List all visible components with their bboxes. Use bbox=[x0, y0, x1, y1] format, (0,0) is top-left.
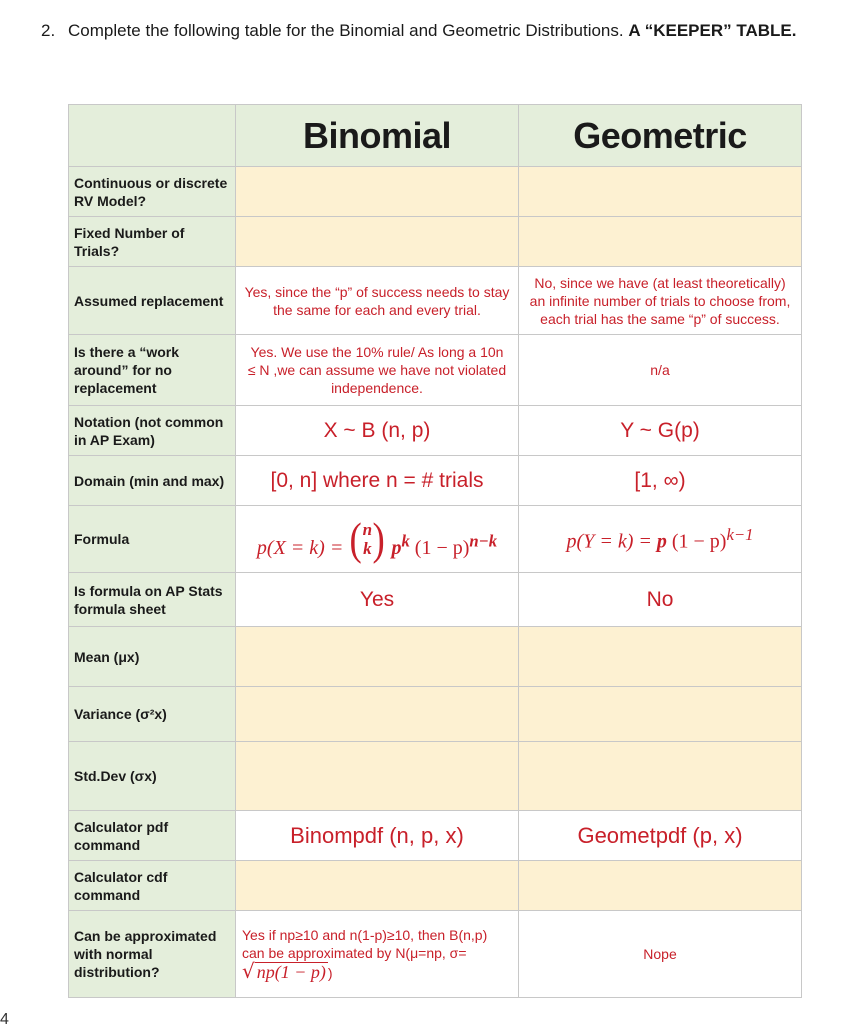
header-geometric: Geometric bbox=[519, 105, 802, 167]
row-label-cdf: Calculator cdf command bbox=[69, 861, 236, 911]
row-label-replacement: Assumed replacement bbox=[69, 267, 236, 335]
cell-geometric-notation: Y ~ G(p) bbox=[519, 406, 802, 456]
cell-geometric-normal: Nope bbox=[519, 911, 802, 998]
cell-geometric-cdf[interactable] bbox=[519, 861, 802, 911]
row-label-stddev: Std.Dev (σx) bbox=[69, 742, 236, 811]
geometric-formula-p: p bbox=[656, 530, 667, 553]
cell-binomial-fixed-trials[interactable] bbox=[236, 217, 519, 267]
row-label-variance: Variance (σ²x) bbox=[69, 687, 236, 742]
cell-geometric-continuous[interactable] bbox=[519, 167, 802, 217]
geometric-formula-complement: (1 − p) bbox=[671, 530, 727, 553]
binomial-normal-close: ) bbox=[327, 965, 333, 981]
row-label-formula: Formula bbox=[69, 506, 236, 573]
row-label-pdf: Calculator pdf command bbox=[69, 811, 236, 861]
keeper-table-note: A “KEEPER” TABLE. bbox=[628, 21, 797, 40]
cell-binomial-work-around: Yes. We use the 10% rule/ As long a 10n ≤ N ,we can assume we have not violated independence. bbox=[236, 335, 519, 406]
row-label-normal: Can be approximated with normal distribution? bbox=[69, 911, 236, 998]
binomial-formula-exp-k: k bbox=[401, 530, 410, 550]
keeper-table bbox=[68, 104, 802, 998]
cell-binomial-variance[interactable] bbox=[236, 687, 519, 742]
cell-binomial-notation: X ~ B (n, p) bbox=[236, 406, 519, 456]
cell-geometric-on-sheet: No bbox=[519, 573, 802, 627]
cell-geometric-variance[interactable] bbox=[519, 687, 802, 742]
binomial-normal-condition: Yes if np≥10 and n(1-p)≥10, then B(n,p) can be approximated by N(μ=np, σ= bbox=[242, 927, 488, 961]
binomial-normal-sqrt: np(1 − p) bbox=[256, 962, 326, 982]
cell-binomial-mean[interactable] bbox=[236, 627, 519, 687]
cell-binomial-normal bbox=[236, 911, 519, 998]
binomial-formula-lhs: p(X = k) = bbox=[256, 536, 344, 559]
row-label-domain: Domain (min and max) bbox=[69, 456, 236, 506]
cell-geometric-replacement: No, since we have (at least theoretically) an infinite number of trials to choose from, each trial has the same “p” of success. bbox=[519, 267, 802, 335]
binomial-formula-p: p bbox=[391, 536, 402, 559]
page-number: 4 bbox=[0, 1011, 9, 1028]
question-number: 2. bbox=[41, 21, 56, 40]
binomial-coefficient-top: n bbox=[362, 519, 373, 539]
row-label-fixed-trials: Fixed Number of Trials? bbox=[69, 217, 236, 267]
binomial-coefficient: ( n k ) bbox=[349, 512, 385, 564]
binomial-coefficient-bottom: k bbox=[363, 538, 372, 558]
cell-binomial-pdf: Binompdf (n, p, x) bbox=[236, 811, 519, 861]
question-text: Complete the following table for the Binomial and Geometric Distributions. A “KEEPER” TABLE. bbox=[68, 21, 797, 40]
cell-geometric-formula bbox=[519, 506, 802, 573]
binomial-formula-complement: (1 − p) bbox=[414, 536, 470, 559]
header-binomial: Binomial bbox=[236, 105, 519, 167]
cell-binomial-stddev[interactable] bbox=[236, 742, 519, 811]
cell-geometric-fixed-trials[interactable] bbox=[519, 217, 802, 267]
cell-geometric-pdf: Geometpdf (p, x) bbox=[519, 811, 802, 861]
cell-binomial-domain: [0, n] where n = # trials bbox=[236, 456, 519, 506]
sqrt-sign-icon: √ bbox=[242, 959, 255, 983]
cell-binomial-replacement: Yes, since the “p” of success needs to stay the same for each and every trial. bbox=[236, 267, 519, 335]
cell-binomial-continuous[interactable] bbox=[236, 167, 519, 217]
cell-binomial-cdf[interactable] bbox=[236, 861, 519, 911]
row-label-work-around: Is there a “work around” for no replacement bbox=[69, 335, 236, 406]
row-label-continuous: Continuous or discrete RV Model? bbox=[69, 167, 236, 217]
binomial-formula-exp-nk: n−k bbox=[469, 530, 498, 550]
cell-geometric-work-around: n/a bbox=[519, 335, 802, 406]
cell-geometric-mean[interactable] bbox=[519, 627, 802, 687]
cell-binomial-formula bbox=[236, 506, 519, 573]
row-label-on-sheet: Is formula on AP Stats formula sheet bbox=[69, 573, 236, 627]
header-empty-cell bbox=[69, 105, 236, 167]
geometric-formula-exp: k−1 bbox=[726, 524, 754, 544]
cell-binomial-on-sheet: Yes bbox=[236, 573, 519, 627]
cell-geometric-domain: [1, ∞) bbox=[519, 456, 802, 506]
row-label-notation: Notation (not common in AP Exam) bbox=[69, 406, 236, 456]
row-label-mean: Mean (μx) bbox=[69, 627, 236, 687]
geometric-formula-lhs: p(Y = k) = bbox=[566, 530, 652, 553]
cell-geometric-stddev[interactable] bbox=[519, 742, 802, 811]
